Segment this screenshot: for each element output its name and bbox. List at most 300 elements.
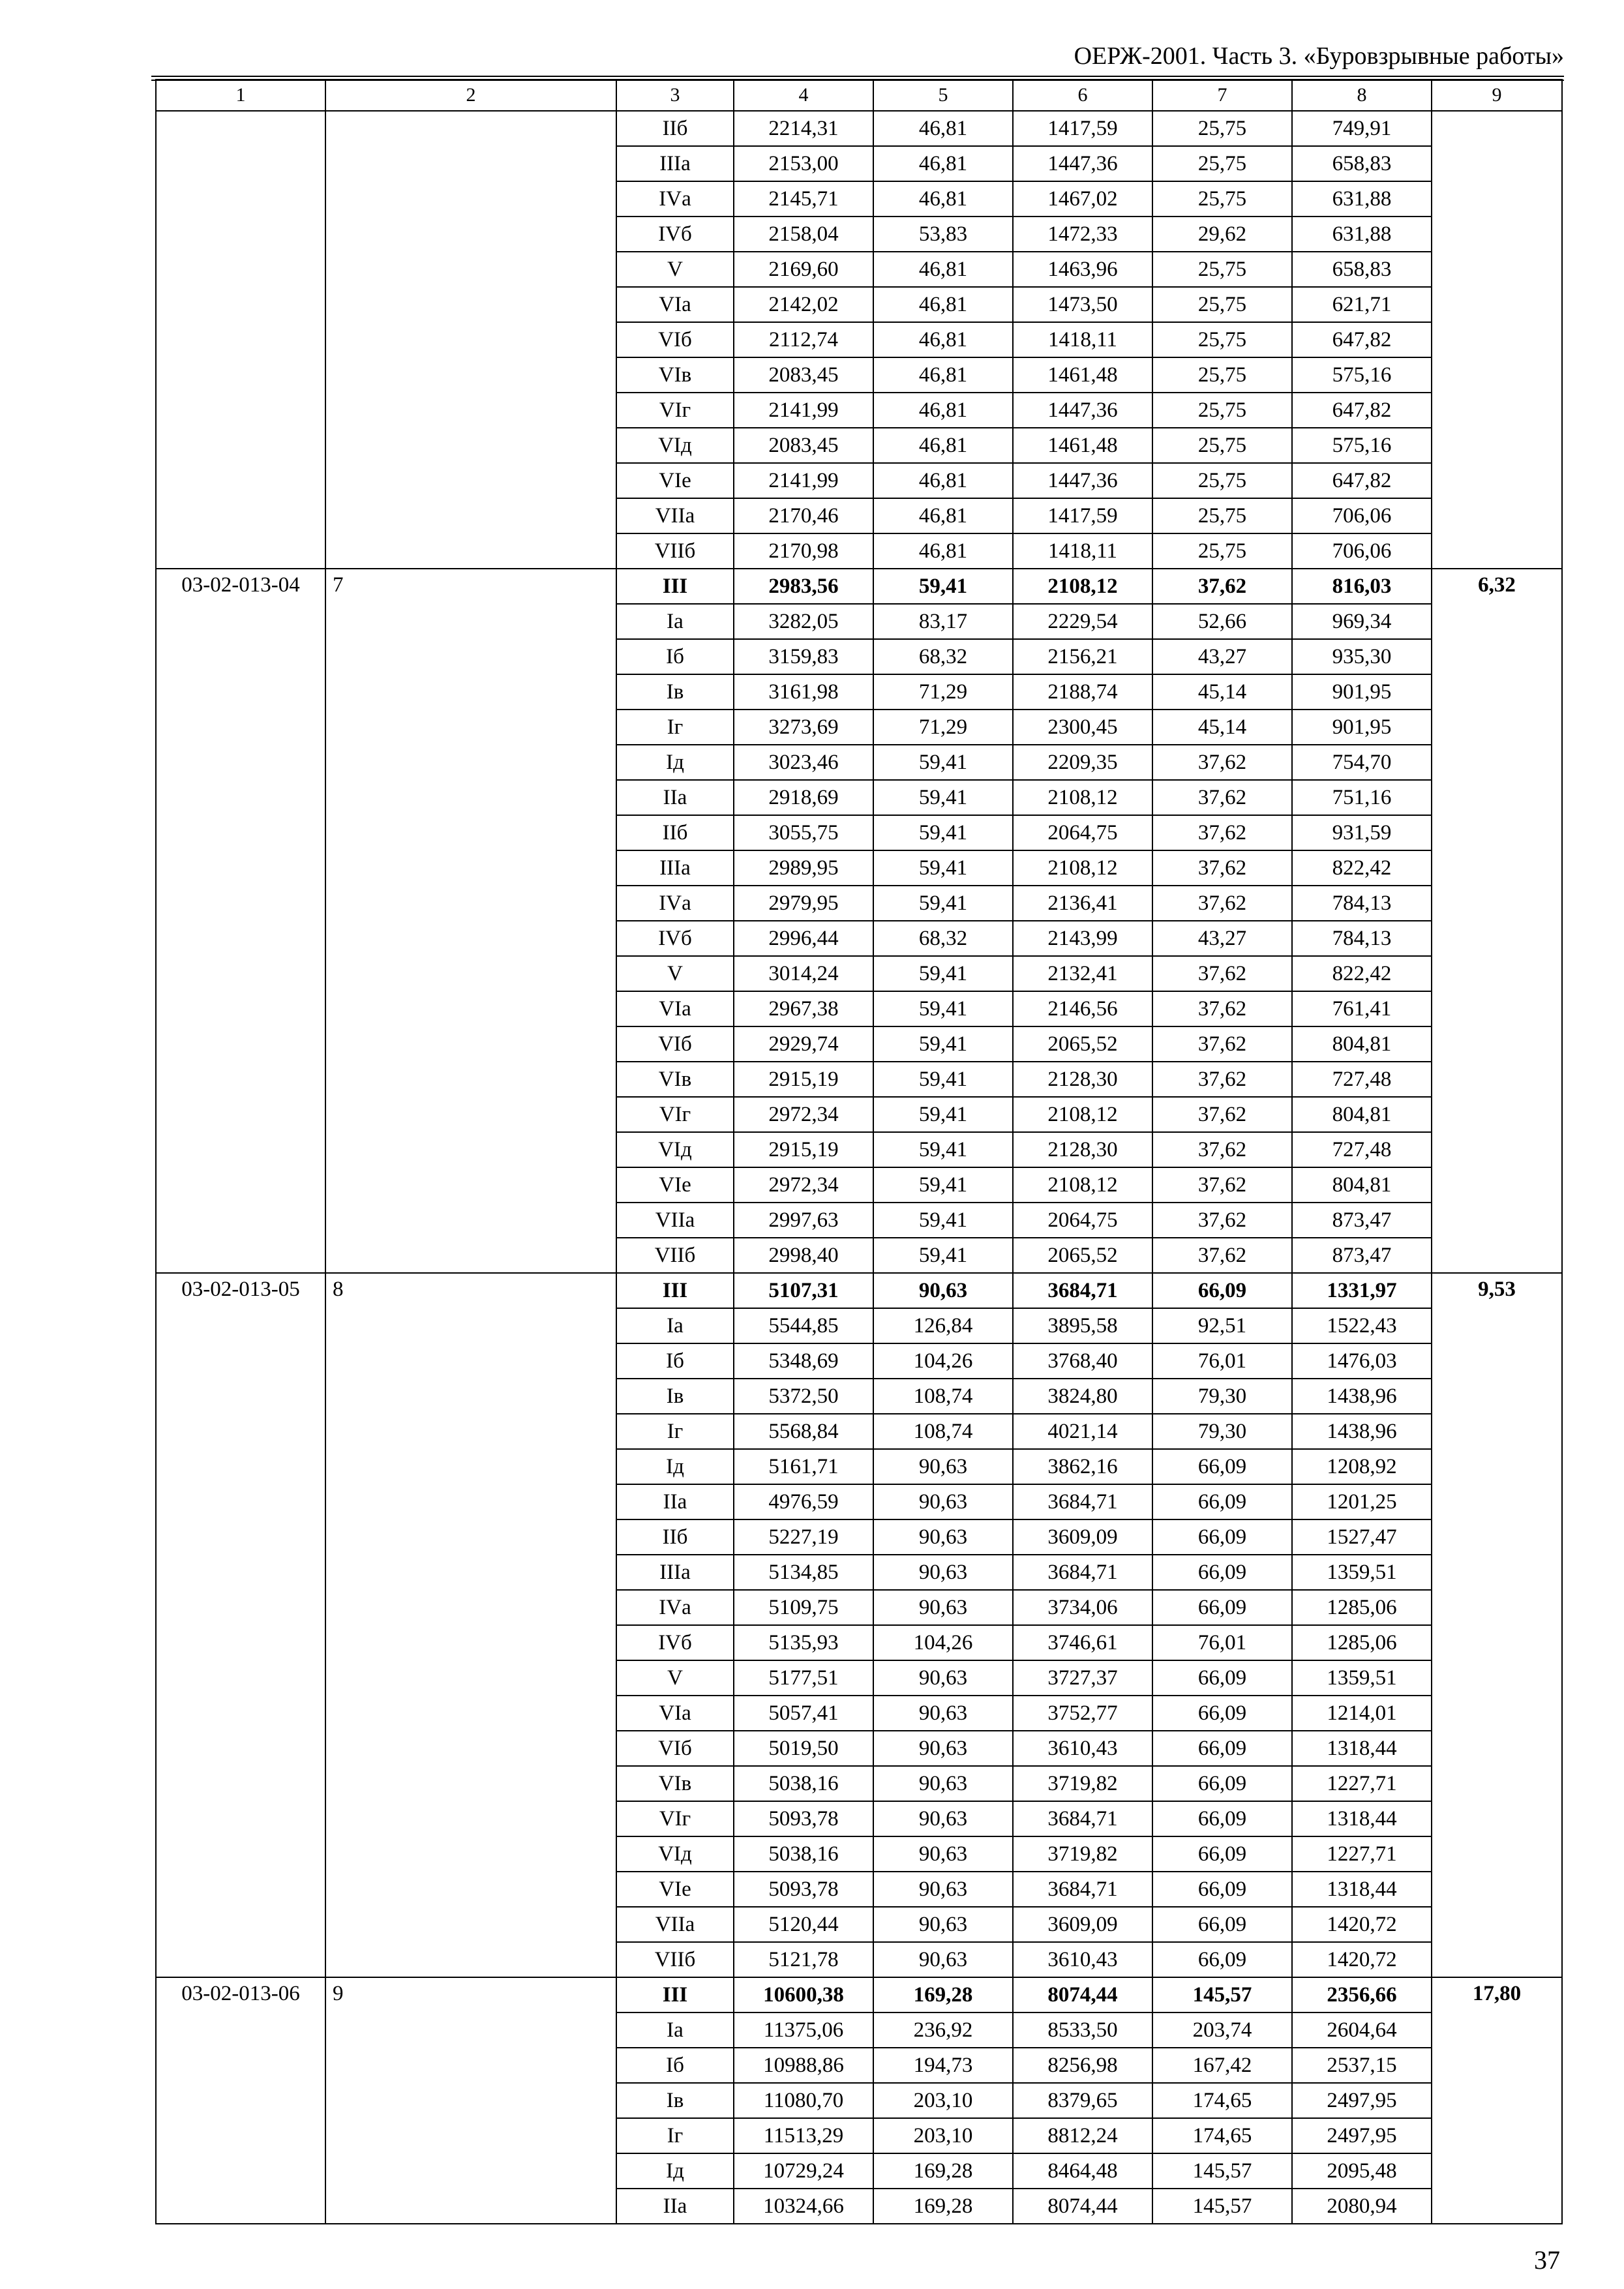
rate-code: 03-02-013-06 xyxy=(156,1977,325,2224)
category-cell: VIв xyxy=(616,1062,734,1097)
value-cell: 66,09 xyxy=(1152,1449,1292,1484)
value-cell: 37,62 xyxy=(1152,1238,1292,1273)
value-cell: 969,34 xyxy=(1292,604,1432,639)
value-cell: 126,84 xyxy=(873,1308,1013,1343)
category-cell: Iа xyxy=(616,2012,734,2048)
value-cell: 66,09 xyxy=(1152,1484,1292,1519)
value-cell: 66,09 xyxy=(1152,1942,1292,1977)
value-cell: 25,75 xyxy=(1152,533,1292,569)
category-cell: VIIа xyxy=(616,1907,734,1942)
value-cell: 1359,51 xyxy=(1292,1660,1432,1696)
value-cell: 1201,25 xyxy=(1292,1484,1432,1519)
value-cell: 5227,19 xyxy=(734,1519,873,1555)
category-cell: IIIа xyxy=(616,146,734,181)
value-cell: 2497,95 xyxy=(1292,2083,1432,2118)
column-number: 9 xyxy=(1432,80,1562,111)
value-cell: 59,41 xyxy=(873,1238,1013,1273)
value-cell: 5038,16 xyxy=(734,1766,873,1801)
category-cell: VIIа xyxy=(616,498,734,533)
value-cell: 174,65 xyxy=(1152,2083,1292,2118)
category-cell: IVб xyxy=(616,921,734,956)
value-cell: 2169,60 xyxy=(734,252,873,287)
value-cell: 66,09 xyxy=(1152,1555,1292,1590)
value-cell: 169,28 xyxy=(873,2153,1013,2189)
value-cell: 3824,80 xyxy=(1013,1379,1152,1414)
category-cell: IIа xyxy=(616,1484,734,1519)
value-cell: 66,09 xyxy=(1152,1731,1292,1766)
value-cell: 90,63 xyxy=(873,1907,1013,1942)
value-cell: 59,41 xyxy=(873,780,1013,815)
value-cell: 3895,58 xyxy=(1013,1308,1152,1343)
value-cell: 46,81 xyxy=(873,322,1013,357)
value-cell: 1227,71 xyxy=(1292,1836,1432,1872)
category-cell: IIб xyxy=(616,1519,734,1555)
value-cell: 2141,99 xyxy=(734,463,873,498)
value-cell: 2065,52 xyxy=(1013,1026,1152,1062)
value-cell: 25,75 xyxy=(1152,181,1292,217)
value-cell: 76,01 xyxy=(1152,1343,1292,1379)
value-cell: 90,63 xyxy=(873,1660,1013,1696)
value-cell: 90,63 xyxy=(873,1555,1013,1590)
value-cell: 751,16 xyxy=(1292,780,1432,815)
category-cell: Iд xyxy=(616,2153,734,2189)
value-cell: 90,63 xyxy=(873,1519,1013,1555)
labor-cost-cell xyxy=(1432,111,1562,569)
category-cell: IIIа xyxy=(616,850,734,886)
value-cell: 59,41 xyxy=(873,569,1013,604)
value-cell: 5093,78 xyxy=(734,1872,873,1907)
value-cell: 873,47 xyxy=(1292,1203,1432,1238)
rate-code: 03-02-013-05 xyxy=(156,1273,325,1977)
value-cell: 66,09 xyxy=(1152,1696,1292,1731)
value-cell: 2972,34 xyxy=(734,1167,873,1203)
value-cell: 8812,24 xyxy=(1013,2118,1152,2153)
value-cell: 2108,12 xyxy=(1013,1097,1152,1132)
value-cell: 66,09 xyxy=(1152,1836,1292,1872)
value-cell: 3014,24 xyxy=(734,956,873,991)
value-cell: 25,75 xyxy=(1152,393,1292,428)
value-cell: 647,82 xyxy=(1292,463,1432,498)
category-cell: Iа xyxy=(616,1308,734,1343)
value-cell: 59,41 xyxy=(873,1097,1013,1132)
table-body xyxy=(156,111,1562,2224)
value-cell: 25,75 xyxy=(1152,146,1292,181)
value-cell: 931,59 xyxy=(1292,815,1432,850)
category-cell: VIд xyxy=(616,1836,734,1872)
value-cell: 66,09 xyxy=(1152,1907,1292,1942)
value-cell: 1214,01 xyxy=(1292,1696,1432,1731)
value-cell: 37,62 xyxy=(1152,991,1292,1026)
value-cell: 784,13 xyxy=(1292,921,1432,956)
value-cell: 1318,44 xyxy=(1292,1801,1432,1836)
value-cell: 706,06 xyxy=(1292,498,1432,533)
value-cell: 1208,92 xyxy=(1292,1449,1432,1484)
rate-code xyxy=(156,111,325,569)
value-cell: 3609,09 xyxy=(1013,1907,1152,1942)
value-cell: 8256,98 xyxy=(1013,2048,1152,2083)
value-cell: 108,74 xyxy=(873,1414,1013,1449)
value-cell: 169,28 xyxy=(873,1977,1013,2012)
value-cell: 90,63 xyxy=(873,1273,1013,1308)
value-cell: 2929,74 xyxy=(734,1026,873,1062)
value-cell: 46,81 xyxy=(873,498,1013,533)
value-cell: 46,81 xyxy=(873,428,1013,463)
value-cell: 37,62 xyxy=(1152,850,1292,886)
value-cell: 37,62 xyxy=(1152,1097,1292,1132)
value-cell: 46,81 xyxy=(873,146,1013,181)
category-cell: Iв xyxy=(616,674,734,710)
table-row xyxy=(156,111,1562,146)
value-cell: 3684,71 xyxy=(1013,1872,1152,1907)
column-number: 4 xyxy=(734,80,873,111)
category-cell: VIе xyxy=(616,463,734,498)
value-cell: 66,09 xyxy=(1152,1801,1292,1836)
value-cell: 5120,44 xyxy=(734,1907,873,1942)
column-number: 6 xyxy=(1013,80,1152,111)
value-cell: 2300,45 xyxy=(1013,710,1152,745)
value-cell: 66,09 xyxy=(1152,1590,1292,1625)
value-cell: 11375,06 xyxy=(734,2012,873,2048)
value-cell: 2209,35 xyxy=(1013,745,1152,780)
value-cell: 3273,69 xyxy=(734,710,873,745)
category-cell: VIд xyxy=(616,1132,734,1167)
value-cell: 727,48 xyxy=(1292,1132,1432,1167)
value-cell: 59,41 xyxy=(873,956,1013,991)
value-cell: 203,74 xyxy=(1152,2012,1292,2048)
value-cell: 2998,40 xyxy=(734,1238,873,1273)
value-cell: 5135,93 xyxy=(734,1625,873,1660)
value-cell: 3282,05 xyxy=(734,604,873,639)
column-number: 2 xyxy=(325,80,616,111)
value-cell: 52,66 xyxy=(1152,604,1292,639)
value-cell: 90,63 xyxy=(873,1449,1013,1484)
value-cell: 804,81 xyxy=(1292,1026,1432,1062)
value-cell: 631,88 xyxy=(1292,181,1432,217)
value-cell: 1447,36 xyxy=(1013,393,1152,428)
table-row xyxy=(156,569,1562,604)
value-cell: 804,81 xyxy=(1292,1097,1432,1132)
value-cell: 59,41 xyxy=(873,1203,1013,1238)
value-cell: 8379,65 xyxy=(1013,2083,1152,2118)
category-cell: IIа xyxy=(616,780,734,815)
category-cell: Iб xyxy=(616,2048,734,2083)
value-cell: 66,09 xyxy=(1152,1660,1292,1696)
value-cell: 3719,82 xyxy=(1013,1766,1152,1801)
value-cell: 90,63 xyxy=(873,1801,1013,1836)
category-cell: VIа xyxy=(616,991,734,1026)
value-cell: 2997,63 xyxy=(734,1203,873,1238)
value-cell: 90,63 xyxy=(873,1696,1013,1731)
value-cell: 59,41 xyxy=(873,1132,1013,1167)
value-cell: 37,62 xyxy=(1152,1026,1292,1062)
value-cell: 71,29 xyxy=(873,674,1013,710)
value-cell: 1418,11 xyxy=(1013,533,1152,569)
value-cell: 1463,96 xyxy=(1013,252,1152,287)
value-cell: 3734,06 xyxy=(1013,1590,1152,1625)
value-cell: 5568,84 xyxy=(734,1414,873,1449)
value-cell: 2128,30 xyxy=(1013,1062,1152,1097)
category-cell: VIв xyxy=(616,1766,734,1801)
value-cell: 37,62 xyxy=(1152,569,1292,604)
value-cell: 10988,86 xyxy=(734,2048,873,2083)
rate-code: 03-02-013-04 xyxy=(156,569,325,1273)
labor-cost-cell: 9,53 xyxy=(1432,1273,1562,1977)
table-row xyxy=(156,1273,1562,1308)
value-cell: 68,32 xyxy=(873,921,1013,956)
category-cell: Iг xyxy=(616,710,734,745)
value-cell: 46,81 xyxy=(873,181,1013,217)
value-cell: 2915,19 xyxy=(734,1132,873,1167)
value-cell: 2983,56 xyxy=(734,569,873,604)
value-cell: 3684,71 xyxy=(1013,1555,1152,1590)
value-cell: 203,10 xyxy=(873,2083,1013,2118)
value-cell: 658,83 xyxy=(1292,146,1432,181)
value-cell: 108,74 xyxy=(873,1379,1013,1414)
value-cell: 816,03 xyxy=(1292,569,1432,604)
value-cell: 3727,37 xyxy=(1013,1660,1152,1696)
value-cell: 5107,31 xyxy=(734,1273,873,1308)
value-cell: 3684,71 xyxy=(1013,1273,1152,1308)
value-cell: 59,41 xyxy=(873,815,1013,850)
value-cell: 2188,74 xyxy=(1013,674,1152,710)
value-cell: 706,06 xyxy=(1292,533,1432,569)
category-cell: VIв xyxy=(616,357,734,393)
value-cell: 66,09 xyxy=(1152,1872,1292,1907)
value-cell: 43,27 xyxy=(1152,921,1292,956)
value-cell: 90,63 xyxy=(873,1872,1013,1907)
value-cell: 1418,11 xyxy=(1013,322,1152,357)
category-cell: IVб xyxy=(616,1625,734,1660)
value-cell: 5057,41 xyxy=(734,1696,873,1731)
column-number: 8 xyxy=(1292,80,1432,111)
value-cell: 2064,75 xyxy=(1013,1203,1152,1238)
value-cell: 37,62 xyxy=(1152,1062,1292,1097)
value-cell: 25,75 xyxy=(1152,111,1292,146)
category-cell: VIIб xyxy=(616,1238,734,1273)
value-cell: 631,88 xyxy=(1292,217,1432,252)
value-cell: 46,81 xyxy=(873,533,1013,569)
value-cell: 59,41 xyxy=(873,745,1013,780)
category-cell: V xyxy=(616,1660,734,1696)
value-cell: 10600,38 xyxy=(734,1977,873,2012)
value-cell: 203,10 xyxy=(873,2118,1013,2153)
value-cell: 8074,44 xyxy=(1013,1977,1152,2012)
value-cell: 59,41 xyxy=(873,886,1013,921)
value-cell: 2080,94 xyxy=(1292,2189,1432,2224)
value-cell: 2132,41 xyxy=(1013,956,1152,991)
value-cell: 2108,12 xyxy=(1013,569,1152,604)
rate-number: 9 xyxy=(325,1977,616,2224)
value-cell: 3768,40 xyxy=(1013,1343,1152,1379)
value-cell: 1359,51 xyxy=(1292,1555,1432,1590)
value-cell: 2915,19 xyxy=(734,1062,873,1097)
category-cell: IVб xyxy=(616,217,734,252)
value-cell: 1476,03 xyxy=(1292,1343,1432,1379)
value-cell: 83,17 xyxy=(873,604,1013,639)
value-cell: 104,26 xyxy=(873,1625,1013,1660)
value-cell: 3610,43 xyxy=(1013,1942,1152,1977)
value-cell: 1285,06 xyxy=(1292,1590,1432,1625)
value-cell: 8533,50 xyxy=(1013,2012,1152,2048)
value-cell: 45,14 xyxy=(1152,710,1292,745)
value-cell: 2918,69 xyxy=(734,780,873,815)
category-cell: V xyxy=(616,956,734,991)
value-cell: 76,01 xyxy=(1152,1625,1292,1660)
value-cell: 2095,48 xyxy=(1292,2153,1432,2189)
value-cell: 25,75 xyxy=(1152,463,1292,498)
labor-cost-cell: 17,80 xyxy=(1432,1977,1562,2224)
value-cell: 2108,12 xyxy=(1013,850,1152,886)
value-cell: 1318,44 xyxy=(1292,1731,1432,1766)
value-cell: 90,63 xyxy=(873,1590,1013,1625)
value-cell: 79,30 xyxy=(1152,1379,1292,1414)
value-cell: 90,63 xyxy=(873,1836,1013,1872)
value-cell: 727,48 xyxy=(1292,1062,1432,1097)
value-cell: 46,81 xyxy=(873,111,1013,146)
value-cell: 66,09 xyxy=(1152,1519,1292,1555)
value-cell: 2141,99 xyxy=(734,393,873,428)
value-cell: 3746,61 xyxy=(1013,1625,1152,1660)
column-number: 7 xyxy=(1152,80,1292,111)
value-cell: 2156,21 xyxy=(1013,639,1152,674)
value-cell: 935,30 xyxy=(1292,639,1432,674)
value-cell: 37,62 xyxy=(1152,815,1292,850)
value-cell: 167,42 xyxy=(1152,2048,1292,2083)
value-cell: 25,75 xyxy=(1152,498,1292,533)
value-cell: 3684,71 xyxy=(1013,1801,1152,1836)
category-cell: IIа xyxy=(616,2189,734,2224)
value-cell: 2356,66 xyxy=(1292,1977,1432,2012)
category-cell: Iб xyxy=(616,1343,734,1379)
category-cell: VIд xyxy=(616,428,734,463)
page-header xyxy=(151,33,1564,77)
value-cell: 53,83 xyxy=(873,217,1013,252)
value-cell: 1285,06 xyxy=(1292,1625,1432,1660)
value-cell: 2128,30 xyxy=(1013,1132,1152,1167)
value-cell: 2979,95 xyxy=(734,886,873,921)
value-cell: 1438,96 xyxy=(1292,1414,1432,1449)
value-cell: 59,41 xyxy=(873,1026,1013,1062)
value-cell: 59,41 xyxy=(873,850,1013,886)
value-cell: 59,41 xyxy=(873,1167,1013,1203)
value-cell: 1331,97 xyxy=(1292,1273,1432,1308)
value-cell: 3161,98 xyxy=(734,674,873,710)
value-cell: 1473,50 xyxy=(1013,287,1152,322)
category-cell: Iд xyxy=(616,745,734,780)
value-cell: 5348,69 xyxy=(734,1343,873,1379)
value-cell: 8074,44 xyxy=(1013,2189,1152,2224)
category-cell: III xyxy=(616,569,734,604)
value-cell: 2064,75 xyxy=(1013,815,1152,850)
value-cell: 2996,44 xyxy=(734,921,873,956)
value-cell: 647,82 xyxy=(1292,393,1432,428)
value-cell: 37,62 xyxy=(1152,780,1292,815)
value-cell: 46,81 xyxy=(873,463,1013,498)
category-cell: VIб xyxy=(616,1026,734,1062)
value-cell: 5121,78 xyxy=(734,1942,873,1977)
value-cell: 5038,16 xyxy=(734,1836,873,1872)
category-cell: VIг xyxy=(616,1097,734,1132)
category-cell: VIIб xyxy=(616,533,734,569)
value-cell: 1461,48 xyxy=(1013,357,1152,393)
value-cell: 2083,45 xyxy=(734,428,873,463)
value-cell: 145,57 xyxy=(1152,2153,1292,2189)
value-cell: 5109,75 xyxy=(734,1590,873,1625)
value-cell: 2108,12 xyxy=(1013,780,1152,815)
category-cell: IIб xyxy=(616,815,734,850)
value-cell: 2967,38 xyxy=(734,991,873,1026)
category-cell: Iб xyxy=(616,639,734,674)
value-cell: 1318,44 xyxy=(1292,1872,1432,1907)
value-cell: 3862,16 xyxy=(1013,1449,1152,1484)
value-cell: 90,63 xyxy=(873,1942,1013,1977)
value-cell: 2158,04 xyxy=(734,217,873,252)
value-cell: 46,81 xyxy=(873,287,1013,322)
value-cell: 822,42 xyxy=(1292,850,1432,886)
value-cell: 1527,47 xyxy=(1292,1519,1432,1555)
value-cell: 901,95 xyxy=(1292,710,1432,745)
rate-number: 7 xyxy=(325,569,616,1273)
value-cell: 59,41 xyxy=(873,1062,1013,1097)
category-cell: III xyxy=(616,1977,734,2012)
value-cell: 2214,31 xyxy=(734,111,873,146)
value-cell: 25,75 xyxy=(1152,252,1292,287)
column-number: 1 xyxy=(156,80,325,111)
category-cell: VIе xyxy=(616,1872,734,1907)
value-cell: 761,41 xyxy=(1292,991,1432,1026)
value-cell: 2989,95 xyxy=(734,850,873,886)
value-cell: 5161,71 xyxy=(734,1449,873,1484)
value-cell: 37,62 xyxy=(1152,1167,1292,1203)
value-cell: 1438,96 xyxy=(1292,1379,1432,1414)
value-cell: 575,16 xyxy=(1292,428,1432,463)
category-cell: VIа xyxy=(616,287,734,322)
value-cell: 145,57 xyxy=(1152,1977,1292,2012)
value-cell: 784,13 xyxy=(1292,886,1432,921)
price-table xyxy=(155,79,1563,2224)
value-cell: 1227,71 xyxy=(1292,1766,1432,1801)
value-cell: 90,63 xyxy=(873,1484,1013,1519)
value-cell: 1417,59 xyxy=(1013,498,1152,533)
category-cell: Iд xyxy=(616,1449,734,1484)
value-cell: 92,51 xyxy=(1152,1308,1292,1343)
value-cell: 90,63 xyxy=(873,1731,1013,1766)
value-cell: 29,62 xyxy=(1152,217,1292,252)
value-cell: 1420,72 xyxy=(1292,1942,1432,1977)
value-cell: 2083,45 xyxy=(734,357,873,393)
value-cell: 11080,70 xyxy=(734,2083,873,2118)
value-cell: 2136,41 xyxy=(1013,886,1152,921)
value-cell: 3719,82 xyxy=(1013,1836,1152,1872)
value-cell: 1461,48 xyxy=(1013,428,1152,463)
value-cell: 3752,77 xyxy=(1013,1696,1152,1731)
value-cell: 822,42 xyxy=(1292,956,1432,991)
value-cell: 71,29 xyxy=(873,710,1013,745)
value-cell: 2142,02 xyxy=(734,287,873,322)
category-cell: Iг xyxy=(616,1414,734,1449)
value-cell: 3609,09 xyxy=(1013,1519,1152,1555)
value-cell: 5544,85 xyxy=(734,1308,873,1343)
category-cell: Iа xyxy=(616,604,734,639)
value-cell: 1467,02 xyxy=(1013,181,1152,217)
value-cell: 236,92 xyxy=(873,2012,1013,2048)
value-cell: 145,57 xyxy=(1152,2189,1292,2224)
page-number: 37 xyxy=(1534,2245,1560,2275)
value-cell: 2170,98 xyxy=(734,533,873,569)
value-cell: 804,81 xyxy=(1292,1167,1432,1203)
value-cell: 46,81 xyxy=(873,393,1013,428)
value-cell: 37,62 xyxy=(1152,1132,1292,1167)
